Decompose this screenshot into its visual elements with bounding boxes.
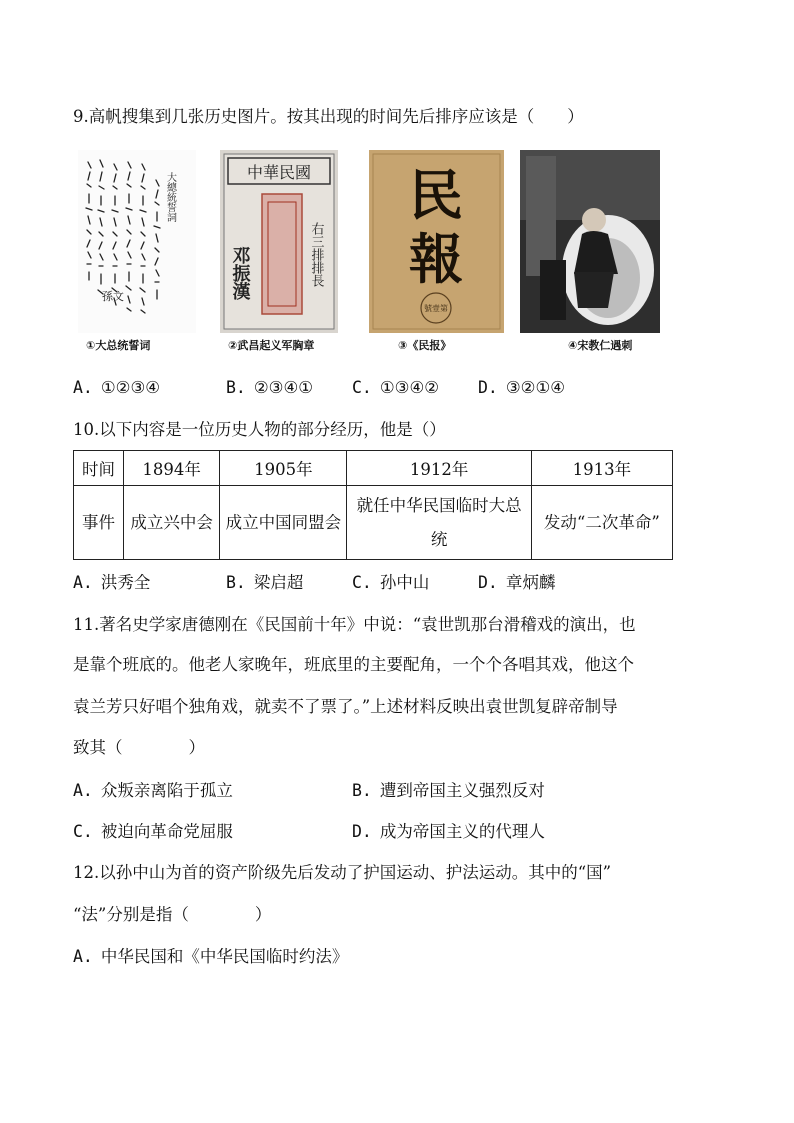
q11-option-a[interactable]: A. 众叛亲离陷于孤立 (73, 781, 233, 800)
oath-manuscript-image (78, 150, 196, 333)
q11-line-1: 11.著名史学家唐德刚在《民国前十年》中说：“袁世凯那台滑稽戏的演出，也 (73, 615, 636, 634)
q11-option-b[interactable]: B. 遭到帝国主义强烈反对 (352, 781, 545, 800)
minbao-issue: 號壹第 (424, 304, 448, 313)
table-cell: 事件 (74, 486, 124, 560)
seal-right-text: 右三排排長 (308, 222, 324, 287)
q9-option-a[interactable]: A. ①②③④ (73, 378, 161, 397)
table-row (74, 486, 673, 560)
caption-3: ③《民报》 (398, 339, 452, 352)
q10-timeline-table (73, 450, 673, 560)
q10-option-b[interactable]: B. 梁启超 (226, 573, 304, 592)
table-cell: 成立兴中会 (124, 486, 220, 560)
table-cell: 成立中国同盟会 (220, 486, 347, 560)
song-jiaoren-photo (520, 150, 660, 333)
q12-line-1: 12.以孙中山为首的资产阶级先后发动了护国运动、护法运动。其中的“国” (73, 863, 612, 882)
q10-option-a[interactable]: A. 洪秀全 (73, 573, 151, 592)
minbao-char-2: 報 (409, 227, 463, 291)
q11-line-2: 是靠个班底的。他老人家晚年，班底里的主要配角，一个个各唱其戏，他这个 (73, 655, 634, 674)
q11-line-4: 致其（ ） (73, 738, 205, 757)
table-cell: 发动“二次革命” (531, 486, 672, 560)
q11-option-d[interactable]: D. 成为帝国主义的代理人 (352, 822, 545, 841)
caption-4: ④宋教仁遇刺 (568, 339, 633, 352)
caption-2: ②武昌起义军胸章 (228, 339, 315, 352)
oath-sign: 孫文 (102, 290, 124, 303)
q11-option-c[interactable]: C. 被迫向革命党屈服 (73, 822, 233, 841)
q12-option-a[interactable]: A. 中华民国和《中华民国临时约法》 (73, 947, 349, 966)
table-cell: 时间 (74, 451, 124, 486)
q9-option-b[interactable]: B. ②③④① (226, 378, 314, 397)
seal-left-text: 邓振漢 (229, 246, 251, 300)
seal-top-text: 中華民國 (246, 163, 312, 182)
q9-stem: 9.高帆搜集到几张历史图片。按其出现的时间先后排序应该是（ ） (73, 107, 584, 126)
table-cell: 1912年 (347, 451, 531, 486)
armband-badge-image (220, 150, 338, 333)
q9-option-c[interactable]: C. ①③④② (352, 378, 440, 397)
q10-option-c[interactable]: C. 孙中山 (352, 573, 430, 592)
q12-line-2: “法”分别是指（ ） (73, 905, 272, 924)
q9-option-d[interactable]: D. ③②①④ (478, 378, 566, 397)
table-cell: 1905年 (220, 451, 347, 486)
minbao-char-1: 民 (409, 163, 463, 227)
q10-stem: 10.以下内容是一位历史人物的部分经历，他是（） (73, 420, 446, 439)
caption-1: ①大总统誓词 (86, 339, 151, 352)
oath-title: 大總統誓詞 (164, 172, 176, 222)
q11-line-3: 袁兰芳只好唱个独角戏，就卖不了票了。”上述材料反映出袁世凯复辟帝制导 (73, 697, 618, 716)
table-row (74, 451, 673, 486)
q10-option-d[interactable]: D. 章炳麟 (478, 573, 556, 592)
table-cell: 1894年 (124, 451, 220, 486)
table-cell: 1913年 (531, 451, 672, 486)
minbao-cover-image (369, 150, 504, 333)
table-cell: 就任中华民国临时大总统 (347, 486, 531, 560)
